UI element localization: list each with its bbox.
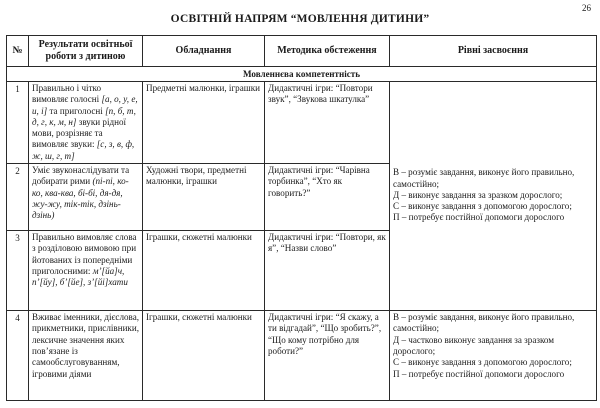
level-v: В – розуміє завдання, виконує його правильно, самостійно; — [393, 167, 575, 189]
row-equipment: Іграшки, сюжетні малюнки — [143, 311, 265, 401]
section-title: Мовленнєва компетентність — [7, 67, 597, 82]
row-number: 4 — [7, 311, 29, 401]
section-row — [7, 67, 597, 82]
table-row — [7, 82, 597, 164]
row-equipment: Предметні малюнки, іграшки — [143, 82, 265, 164]
level-s: С – виконує завдання з допомогою дорослого; — [393, 357, 572, 368]
row-result: Правильно і чітко вимовляє голосні [а, о, у, е, и, і] та приголосні [п, б, т, д, г, к, м, н] звуки рідної мови, розрізняє та вимовляє звуки: [с, з, в, ф, ж, ш, г, т] — [29, 82, 143, 164]
row-method: Дидактичні ігри: “Повтори звук”, “Звукова шкатулка” — [265, 82, 390, 164]
level-v: В – розуміє завдання, виконує його правильно, самостійно; — [393, 312, 575, 334]
assessment-table — [6, 35, 597, 401]
header-num: № — [7, 36, 29, 67]
level-d: Д – частково виконує завдання за зразком дорослого; — [393, 334, 555, 356]
row-equipment: Художні твори, предметні малюнки, іграшки — [143, 164, 265, 231]
header-method: Методика обстеження — [265, 36, 390, 67]
row-number: 2 — [7, 164, 29, 231]
row-method: Дидактичні ігри: “Чарівна торбинка”, “Хто як говорить?” — [265, 164, 390, 231]
table-row — [7, 311, 597, 401]
level-s: С – виконує завдання з допомогою дорослого; — [393, 201, 572, 212]
level-p: П – потребує постійної допомоги дорослого — [393, 212, 565, 223]
page-title: ОСВІТНІЙ НАПРЯМ “МОВЛЕННЯ ДИТИНИ” — [170, 13, 430, 25]
level-d: Д – виконує завдання за зразком дорослого; — [393, 189, 563, 200]
row-result: Вживає іменники, дієслова, прикметники, прислівники, лексичне значення яких пов’язане із самообслуговуванням, ігровими діями — [29, 311, 143, 401]
header-equipment: Обладнання — [143, 36, 265, 67]
row-method: Дидактичні ігри: “Повтори, як я”, “Назви слово” — [265, 231, 390, 311]
row-result: Правильно вимовляє слова з розділовою вимовою при йотованих із попередніми приголосними: м’[йа]ч, п’[йу], б’[йе], з’[йі]хати — [29, 231, 143, 311]
level-p: П – потребує постійної допомоги дорослого — [393, 368, 565, 379]
row-result: Уміє звуконаслідувати та добирати рими (пі-пі, ко-ко, ква-ква, бі-бі, дя-дя, жу-жу, тік-тік, дзінь-дзінь) — [29, 164, 143, 231]
row-number: 3 — [7, 231, 29, 311]
row-equipment: Іграшки, сюжетні малюнки — [143, 231, 265, 311]
page-number: 26 — [582, 3, 591, 13]
row-method: Дидактичні ігри: “Я скажу, а ти відгадай”, “Що зробить?”, “Що кому потрібно для роботи?” — [265, 311, 390, 401]
levels-block-1 — [390, 82, 597, 311]
header-results: Результати освітньої роботи з дитиною — [29, 36, 143, 67]
row-number: 1 — [7, 82, 29, 164]
levels-block-2 — [390, 311, 597, 401]
table-header-row — [7, 36, 597, 67]
header-levels: Рівні засвоєння — [390, 36, 597, 67]
